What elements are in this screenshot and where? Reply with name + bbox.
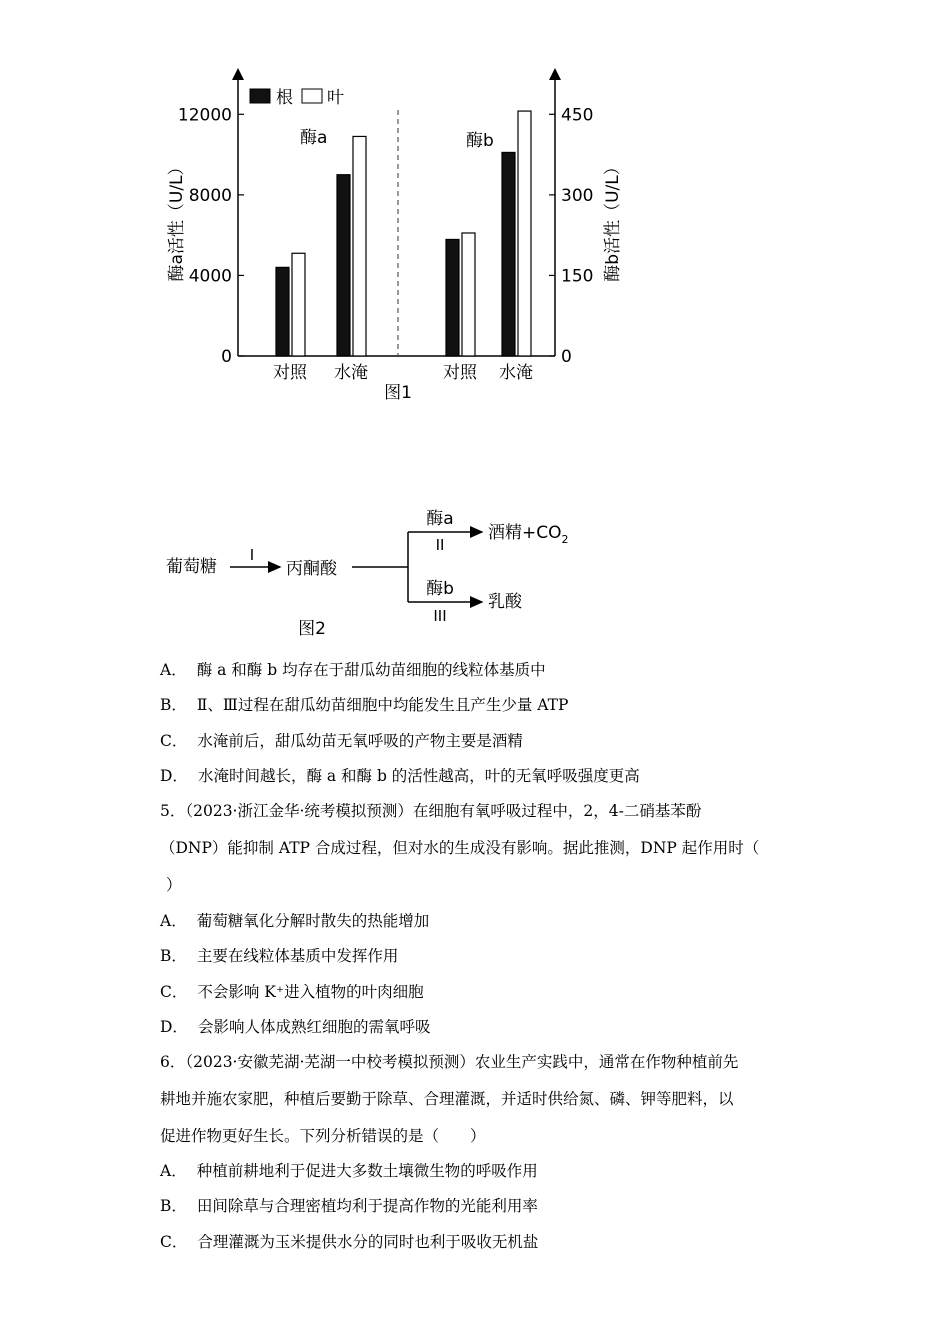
y-tick-label: 12000 bbox=[177, 105, 232, 126]
q6-option-c: C． 合理灌溉为玉米提供水分的同时也利于吸收无机盐 bbox=[160, 1233, 539, 1251]
bar-leaf bbox=[518, 111, 531, 356]
category-label: 对照 bbox=[273, 363, 307, 383]
bar-root bbox=[502, 152, 515, 356]
bar-leaf bbox=[353, 136, 366, 356]
q5-option-b: B． 主要在线粒体基质中发挥作用 bbox=[160, 947, 399, 965]
q5-option-a: A． 葡萄糖氧化分解时散失的热能增加 bbox=[160, 912, 430, 930]
glucose-label: 葡萄糖 bbox=[166, 557, 217, 577]
legend-leaf-label: 叶 bbox=[327, 88, 344, 108]
bar-root bbox=[337, 175, 350, 356]
q6-option-a: A． 种植前耕地利于促进大多数土壤微生物的呼吸作用 bbox=[160, 1162, 538, 1180]
legend-leaf-swatch bbox=[302, 89, 322, 103]
q6-stem-line-2: 耕地并施农家肥，种植后要勤于除草、合理灌溉，并适时供给氮、磷、钾等肥料，以 bbox=[160, 1090, 734, 1108]
right-y-axis-label: 酶b活性（U/L） bbox=[603, 158, 623, 282]
product-b-label: 乳酸 bbox=[488, 592, 522, 612]
product-a-label: 酒精$+CO_2$ bbox=[488, 523, 569, 546]
category-label: 对照 bbox=[443, 363, 477, 383]
q5-stem-line-2: （DNP）能抑制 ATP 合成过程，但对水的生成没有影响。据此推测，DNP 起作用时（ bbox=[160, 839, 760, 857]
category-label: 水淹 bbox=[499, 363, 533, 383]
enzyme-a-label: 酶a bbox=[426, 509, 454, 529]
q4-option-d: D． 水淹时间越长，酶 a 和酶 b 的活性越高，叶的无氧呼吸强度更高 bbox=[160, 767, 640, 785]
enzyme-b-title: 酶b bbox=[466, 131, 494, 151]
y-tick-label: 450 bbox=[561, 105, 594, 126]
q6-stem-line-1: 6．（2023·安徽芜湖·芜湖一中校考模拟预测）农业生产实践中，通常在作物种植前先 bbox=[160, 1053, 739, 1071]
figure-1-bar-chart bbox=[150, 60, 630, 410]
y-tick-label: 0 bbox=[221, 347, 232, 367]
bar-leaf bbox=[292, 253, 305, 356]
y-tick-label: 300 bbox=[561, 185, 594, 206]
y-tick-label: 150 bbox=[561, 266, 594, 287]
left-y-axis-label: 酶a活性（U/L） bbox=[167, 158, 187, 282]
y-tick-label: 0 bbox=[561, 347, 572, 367]
y-tick-label: 4000 bbox=[188, 266, 232, 287]
figure-2-caption: 图2 bbox=[298, 619, 326, 639]
bar-root bbox=[276, 267, 289, 356]
enzyme-a-title: 酶a bbox=[300, 128, 328, 148]
step-3-label: III bbox=[433, 607, 447, 625]
legend-root-swatch bbox=[250, 89, 270, 103]
enzyme-b-label: 酶b bbox=[426, 579, 454, 599]
q4-option-c: C． 水淹前后，甜瓜幼苗无氧呼吸的产物主要是酒精 bbox=[160, 732, 523, 750]
y-tick-label: 8000 bbox=[188, 185, 232, 206]
step-1-label: I bbox=[249, 546, 255, 564]
figure-2-pathway-diagram bbox=[150, 495, 610, 645]
bar-root bbox=[446, 239, 459, 356]
q4-option-b: B． Ⅱ、Ⅲ过程在甜瓜幼苗细胞中均能发生且产生少量 ATP bbox=[160, 696, 569, 714]
figure-1-caption: 图1 bbox=[384, 383, 412, 403]
bar-leaf bbox=[462, 233, 475, 356]
category-label: 水淹 bbox=[334, 363, 368, 383]
q6-stem-line-3: 促进作物更好生长。下列分析错误的是（ ） bbox=[160, 1127, 486, 1145]
q6-option-b: B． 田间除草与合理密植均利于提高作物的光能利用率 bbox=[160, 1197, 538, 1215]
q5-option-c: C． 不会影响 K⁺进入植物的叶肉细胞 bbox=[160, 983, 424, 1001]
q5-stem-line-3: ） bbox=[166, 876, 182, 894]
q5-option-d: D． 会影响人体成熟红细胞的需氧呼吸 bbox=[160, 1018, 431, 1036]
step-2-label: II bbox=[435, 536, 445, 554]
pyruvate-label: 丙酮酸 bbox=[286, 559, 337, 579]
legend-root-label: 根 bbox=[276, 88, 293, 108]
q5-stem-line-1: 5．（2023·浙江金华·统考模拟预测）在细胞有氧呼吸过程中，2，4-二硝基苯酚 bbox=[160, 802, 702, 820]
q4-option-a: A． 酶 a 和酶 b 均存在于甜瓜幼苗细胞的线粒体基质中 bbox=[160, 661, 546, 679]
